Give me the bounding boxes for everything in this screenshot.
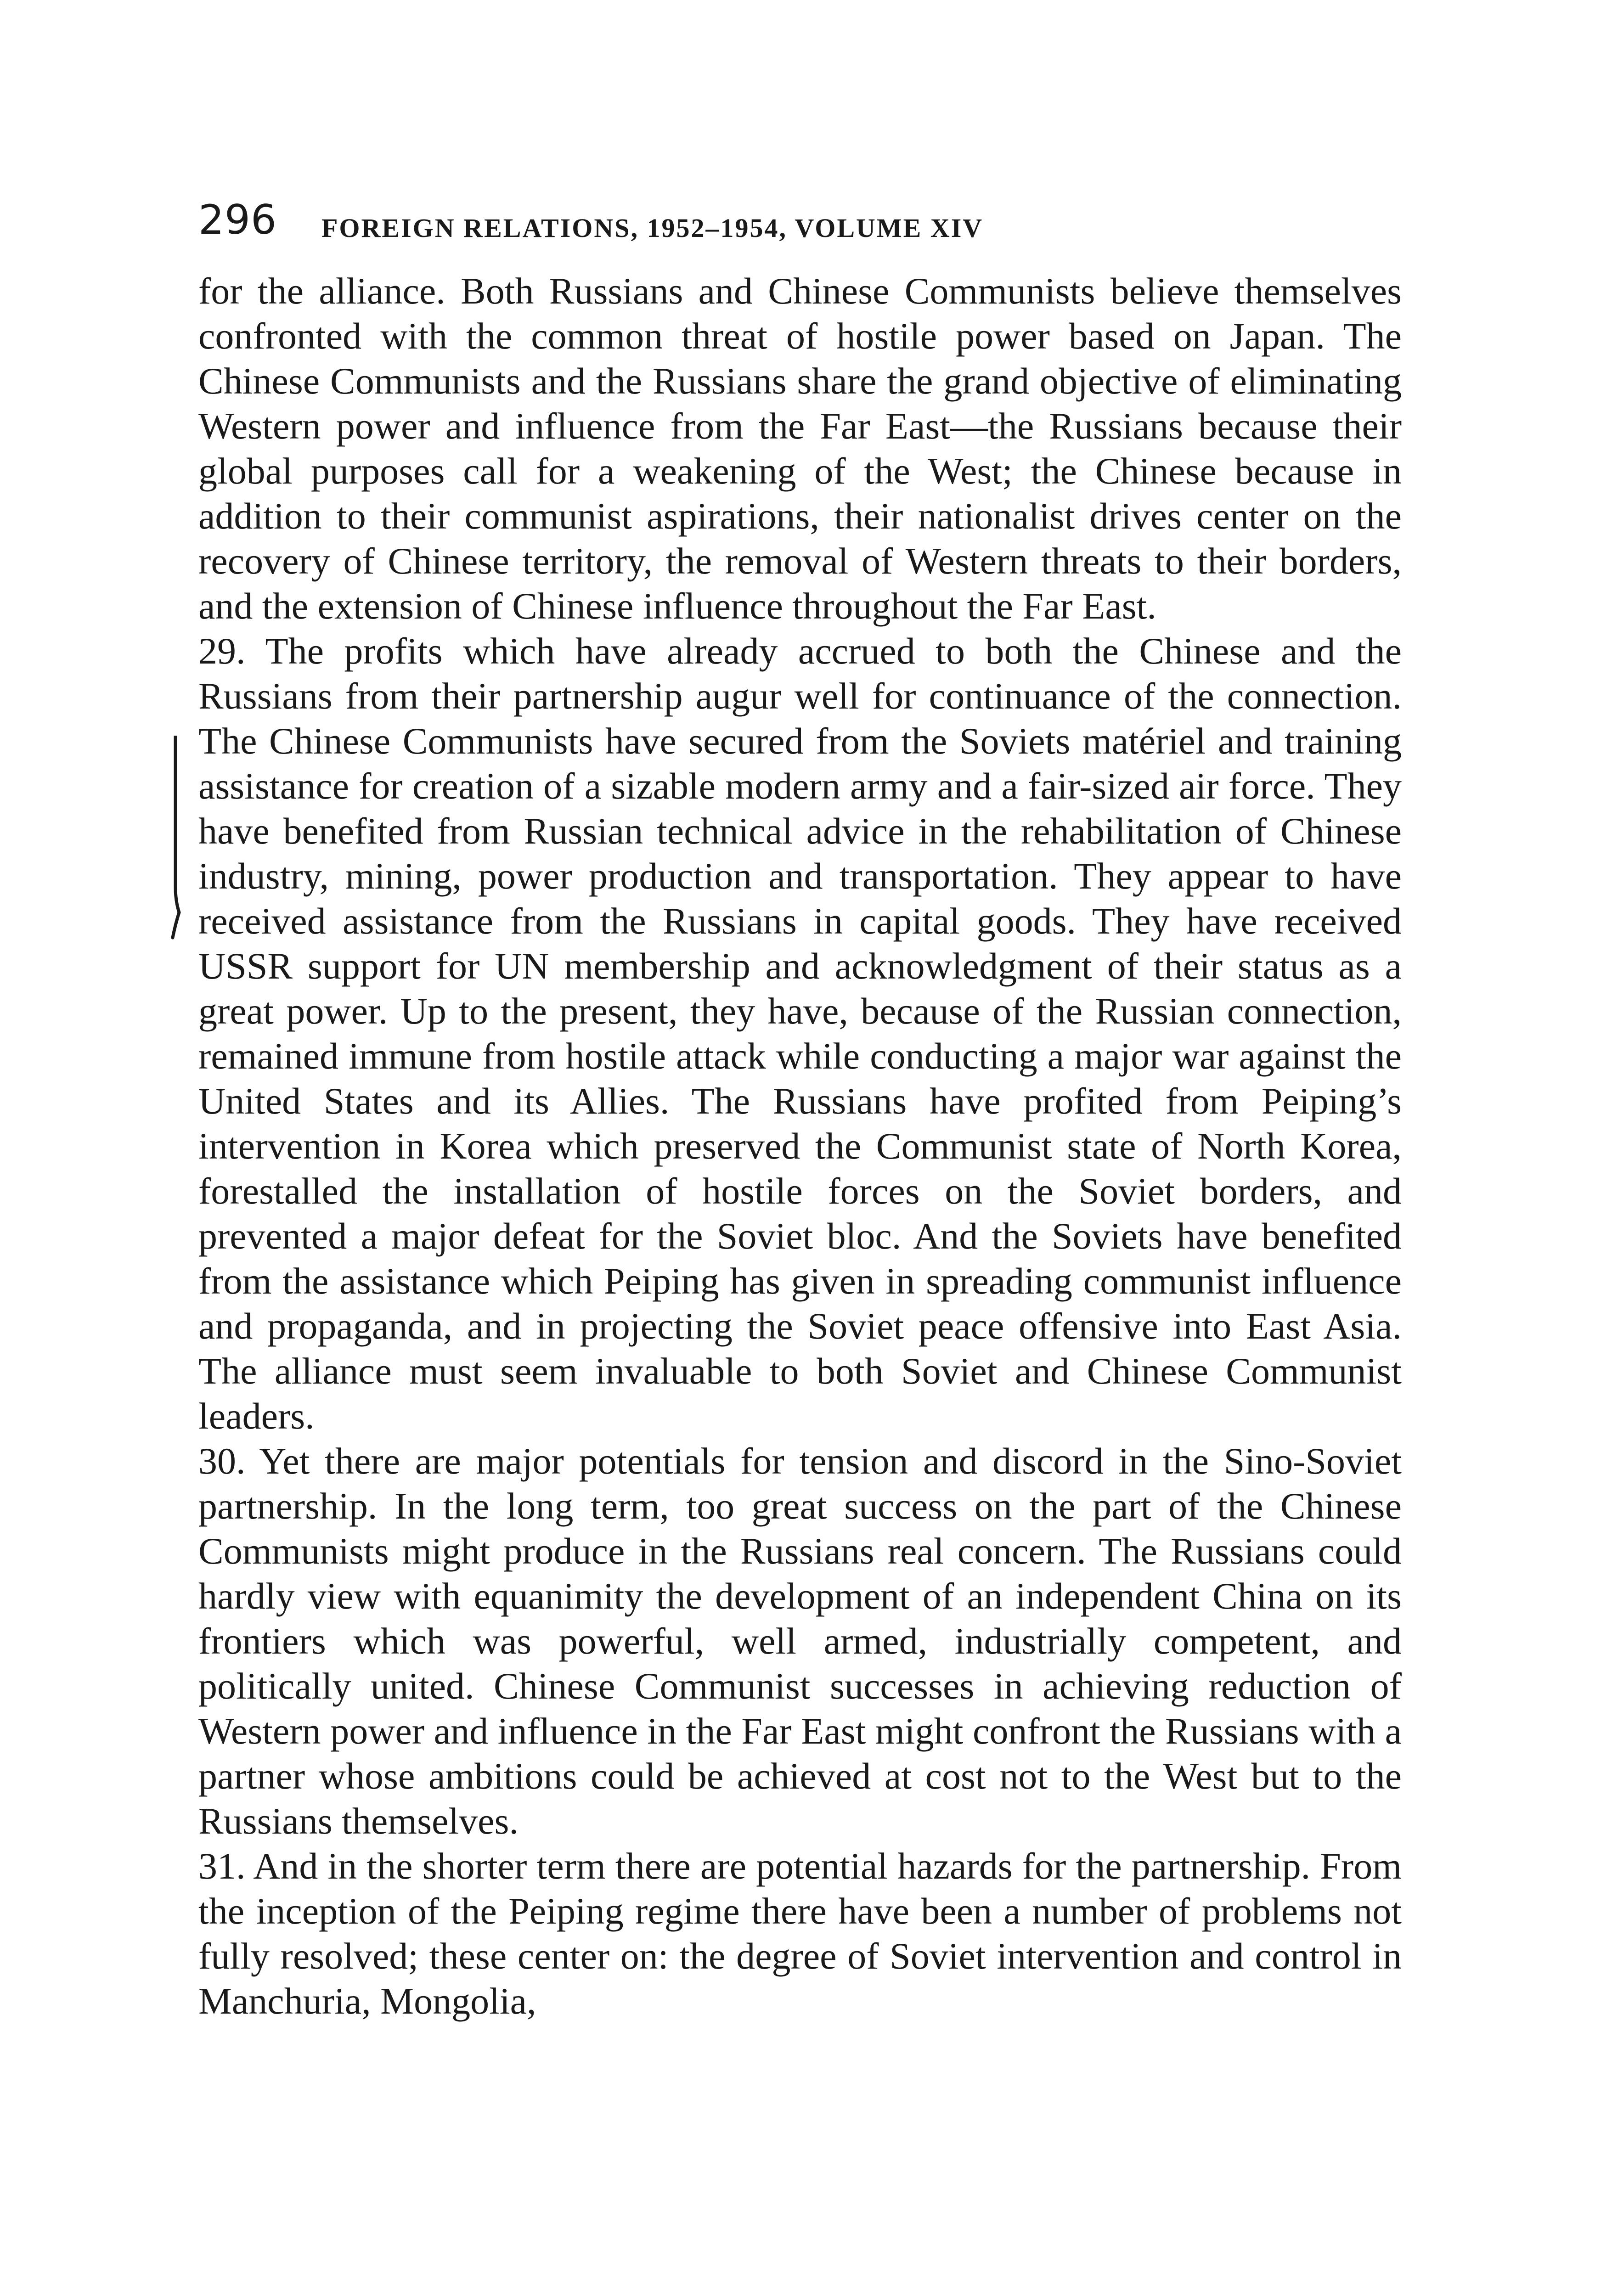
paragraph-30: 30. Yet there are major potentials for tension and discord in the Sino-Soviet partnership. In the long term, too great success on the part of the Chinese Communists might produce in the Russians real concern. The Russians could hardly view with equanimity the development of an independent China on its frontiers which was powerful, well armed, industrially competent, and politically united. Chinese Communist successes in achieving reduction of Western power and influence in the Far East might confront the Russians with a partner whose ambitions could be achieved at cost not to the West but to the Russians themselves. bbox=[198, 1440, 1402, 1842]
paragraph-31: 31. And in the shorter term there are potential hazards for the partnership. From the inception of the Peiping regime there have been a number of problems not fully resolved; these center on: the degree of Soviet intervention and control in Manchuria, Mongolia, bbox=[198, 1845, 1402, 2022]
paragraph-continuation: for the alliance. Both Russians and Chinese Communists believe themselves confronted with the common threat of hostile power based on Japan. The Chinese Communists and the Russians share the grand objective of eliminating Western power and influence from the Far East—the Russians because their global purposes call for a weakening of the West; the Chinese because in addition to their communist aspirations, their nationalist drives center on the recovery of Chinese territory, the removal of Western threats to their borders, and the extension of Chinese influence throughout the Far East. bbox=[198, 270, 1402, 627]
body-text bbox=[198, 269, 1402, 2024]
running-head-title: FOREIGN RELATIONS, 1952–1954, VOLUME XIV bbox=[321, 213, 984, 243]
margin-bracket-mark bbox=[169, 736, 187, 947]
paragraph-29: 29. The profits which have already accrued to both the Chinese and the Russians from their partnership augur well for continuance of the connection. The Chinese Communists have secured from the Soviets matériel and training assistance for creation of a sizable modern army and a fair-sized air force. They have benefited from Russian technical advice in the rehabilitation of Chinese industry, mining, power production and transportation. They appear to have received assistance from the Russians in capital goods. They have received USSR support for UN membership and acknowledgment of their status as a great power. Up to the present, they have, because of the Russian connection, remained immune from hostile attack while conducting a major war against the United States and its Allies. The Russians have profited from Peiping’s intervention in Korea which preserved the Communist state of North Korea, forestalled the installation of hostile forces on the Soviet borders, and prevented a major defeat for the Soviet bloc. And the Soviets have benefited from the assistance which Peiping has given in spreading communist influence and propaganda, and in projecting the Soviet peace offensive into East Asia. The alliance must seem invaluable to both Soviet and Chinese Communist leaders. bbox=[198, 630, 1402, 1437]
page-number: 296 bbox=[198, 196, 277, 243]
